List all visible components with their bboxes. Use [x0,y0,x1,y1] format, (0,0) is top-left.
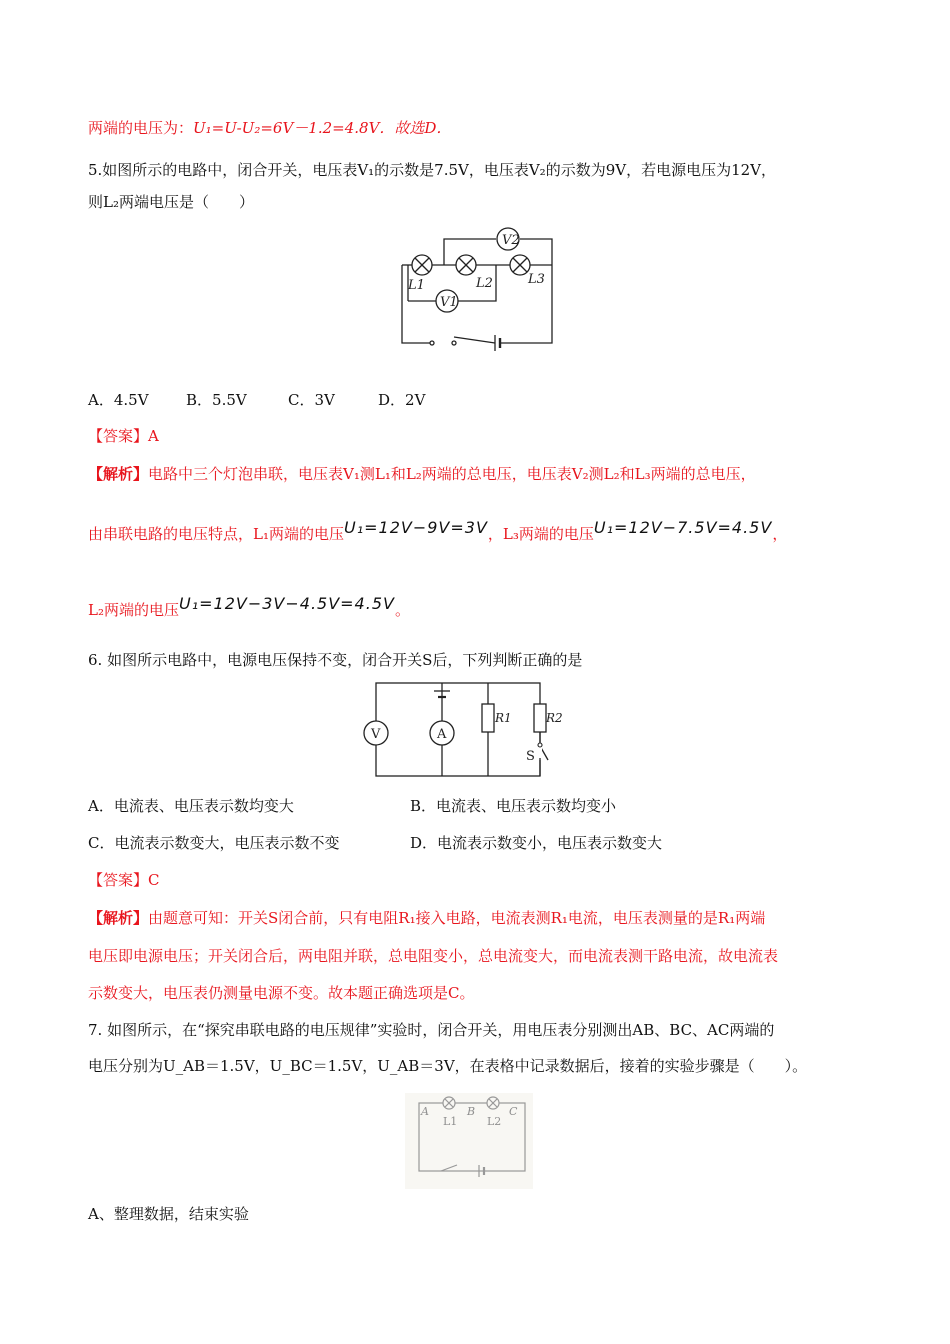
q5-answer: 【答案】A [88,427,159,445]
q7-label-l1: L1 [443,1115,458,1128]
q7-stem-line1: 7. 如图所示，在“探究串联电路的电压规律”实验时，闭合开关，用电压表分别测出AB、BC、AC两端的 [88,1021,775,1039]
q7-option-a: A、整理数据，结束实验 [88,1205,249,1223]
q5-label-l1: L1 [408,278,425,293]
q6-analysis-line1 [88,907,765,929]
q5-option-c: C．3V [288,391,335,409]
q6-label-a: A [437,727,447,742]
q6-analysis-tag: 【解析】 [88,909,149,927]
q6-circuit-diagram [360,678,572,780]
q6-option-b: B．电流表、电压表示数均变小 [410,797,617,815]
q5-label-l2: L2 [476,276,493,291]
q6-analysis-text1: 由题意可知：开关S闭合前，只有电阻R₁接入电路，电流表测R₁电流，电压表测量的是R₁两端 [148,909,766,927]
q7-label-c: C [509,1105,518,1118]
q5-stem-line2: 则L₂两端电压是（ ） [88,193,254,211]
q5-analysis-formula3: U₁=12V−3V−4.5V=4.5V [178,594,395,613]
q6-option-d: D．电流表示数变小，电压表示数变大 [410,834,663,852]
q7-stem-line2: 电压分别为U_AB＝1.5V，U_BC＝1.5V，U_AB＝3V，在表格中记录数据后，接着的实验步骤是（ ）。 [88,1057,808,1075]
q6-option-c: C．电流表示数变大，电压表示数不变 [88,834,340,852]
q6-label-v: V [371,727,381,742]
q5-analysis-formula1: U₁=12V−9V=3V [343,518,488,537]
q5-label-v2: V2 [502,233,520,248]
q7-label-b: B [467,1105,476,1118]
q5-analysis-text2b: ，L₃两端的电压 [487,525,594,543]
q6-analysis-line2: 电压即电源电压；开关闭合后，两电阻并联，总电阻变小，总电流变大，而电流表测干路电流，故电流表 [88,947,779,965]
q5-analysis-line1 [88,463,756,485]
prev-answer-text: 两端的电压为： [88,119,194,137]
q7-circuit-photo [405,1093,533,1189]
q6-answer: 【答案】C [88,871,160,889]
q5-analysis-text2c: ， [772,525,788,543]
q5-label-l3: L3 [528,272,545,287]
q6-label-s: S [526,749,535,764]
q5-circuit-diagram [398,223,556,351]
q5-option-a: A．4.5V [88,391,149,409]
q6-option-a: A．电流表、电压表示数均变大 [88,797,294,815]
q5-analysis-formula2: U₁=12V−7.5V=4.5V [593,518,773,537]
prev-answer-line [88,117,451,139]
q5-analysis-line3 [88,593,410,621]
q5-analysis-tag: 【解析】 [88,465,149,483]
q7-label-a: A [421,1105,429,1118]
q6-label-r2: R2 [546,711,563,725]
q5-analysis-text3b: 。 [394,601,410,619]
q5-analysis-text1: 电路中三个灯泡串联，电压表V₁测L₁和L₂两端的总电压，电压表V₂测L₂和L₃两端的总电压， [148,465,756,483]
q5-option-d: D．2V [378,391,426,409]
q5-stem-line1: 5.如图所示的电路中，闭合开关，电压表V₁的示数是7.5V，电压表V₂的示数为9V，若电源电压为12V， [88,161,776,179]
q5-analysis-line2 [88,517,787,545]
q6-stem: 6. 如图所示电路中，电源电压保持不变，闭合开关S后，下列判断正确的是 [88,651,583,669]
q5-option-b: B．5.5V [186,391,247,409]
q5-analysis-text2a: 由串联电路的电压特点，L₁两端的电压 [88,525,344,543]
q6-label-r1: R1 [495,711,512,725]
q5-analysis-text3a: L₂两端的电压 [88,601,179,619]
q7-label-l2: L2 [487,1115,502,1128]
prev-answer-formula: U₁=U-U₂=6V－1.2=4.8V．故选D． [193,119,452,137]
q6-analysis-line3: 示数变大，电压表仍测量电源不变。故本题正确选项是C。 [88,984,475,1002]
q5-label-v1: V1 [440,295,458,310]
